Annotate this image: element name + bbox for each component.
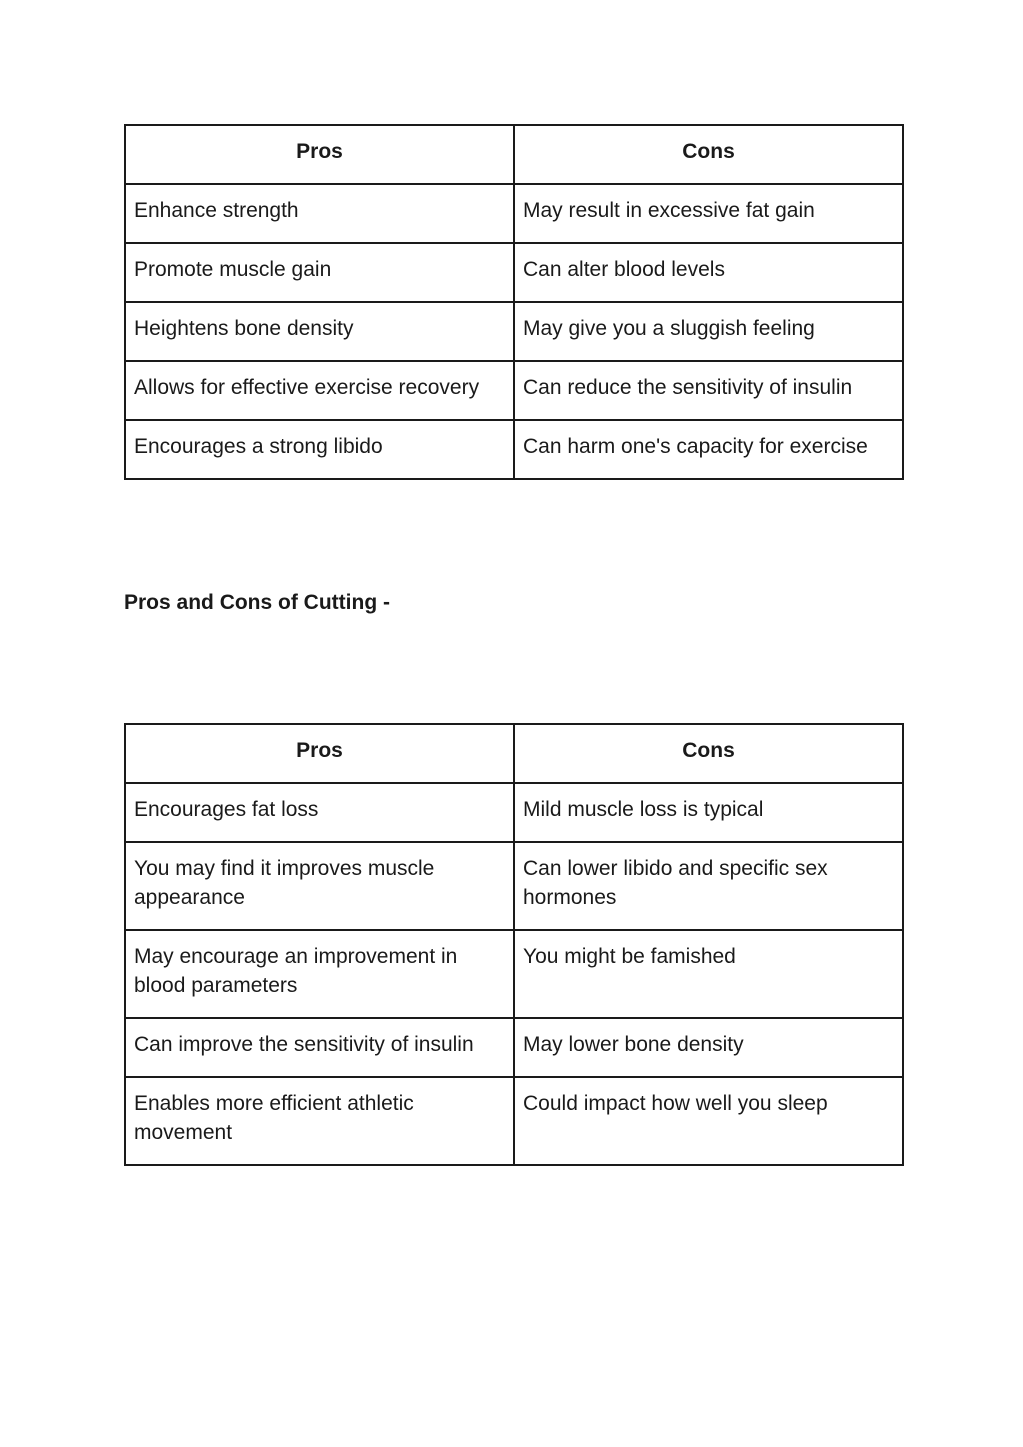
con-cell: Can harm one's capacity for exercise bbox=[514, 420, 903, 479]
table-row bbox=[125, 420, 903, 479]
pro-cell: May encourage an improvement in blood parameters bbox=[125, 930, 514, 1018]
pro-cell: Enables more efficient athletic movement bbox=[125, 1077, 514, 1165]
table-row bbox=[125, 302, 903, 361]
con-cell: Can reduce the sensitivity of insulin bbox=[514, 361, 903, 420]
con-cell: Can lower libido and specific sex hormones bbox=[514, 842, 903, 930]
con-cell: May give you a sluggish feeling bbox=[514, 302, 903, 361]
table-row bbox=[125, 361, 903, 420]
pro-cell: You may find it improves muscle appearance bbox=[125, 842, 514, 930]
cutting-pros-cons-table bbox=[124, 723, 904, 1166]
cons-header: Cons bbox=[514, 125, 903, 184]
con-cell: Could impact how well you sleep bbox=[514, 1077, 903, 1165]
con-cell: May result in excessive fat gain bbox=[514, 184, 903, 243]
cutting-section-heading: Pros and Cons of Cutting - bbox=[124, 591, 390, 614]
pro-cell: Can improve the sensitivity of insulin bbox=[125, 1018, 514, 1077]
pros-header: Pros bbox=[125, 724, 514, 783]
pro-cell: Allows for effective exercise recovery bbox=[125, 361, 514, 420]
table-row bbox=[125, 930, 903, 1018]
con-cell: Can alter blood levels bbox=[514, 243, 903, 302]
table-header-row bbox=[125, 125, 903, 184]
con-cell: May lower bone density bbox=[514, 1018, 903, 1077]
pro-cell: Promote muscle gain bbox=[125, 243, 514, 302]
table-header-row bbox=[125, 724, 903, 783]
cons-header: Cons bbox=[514, 724, 903, 783]
table-row bbox=[125, 1018, 903, 1077]
table-row bbox=[125, 783, 903, 842]
pros-header: Pros bbox=[125, 125, 514, 184]
con-cell: You might be famished bbox=[514, 930, 903, 1018]
table-row bbox=[125, 842, 903, 930]
pro-cell: Enhance strength bbox=[125, 184, 514, 243]
con-cell: Mild muscle loss is typical bbox=[514, 783, 903, 842]
table-row bbox=[125, 243, 903, 302]
table-row bbox=[125, 184, 903, 243]
table-row bbox=[125, 1077, 903, 1165]
bulking-pros-cons-table bbox=[124, 124, 904, 480]
pro-cell: Encourages fat loss bbox=[125, 783, 514, 842]
pro-cell: Encourages a strong libido bbox=[125, 420, 514, 479]
pro-cell: Heightens bone density bbox=[125, 302, 514, 361]
